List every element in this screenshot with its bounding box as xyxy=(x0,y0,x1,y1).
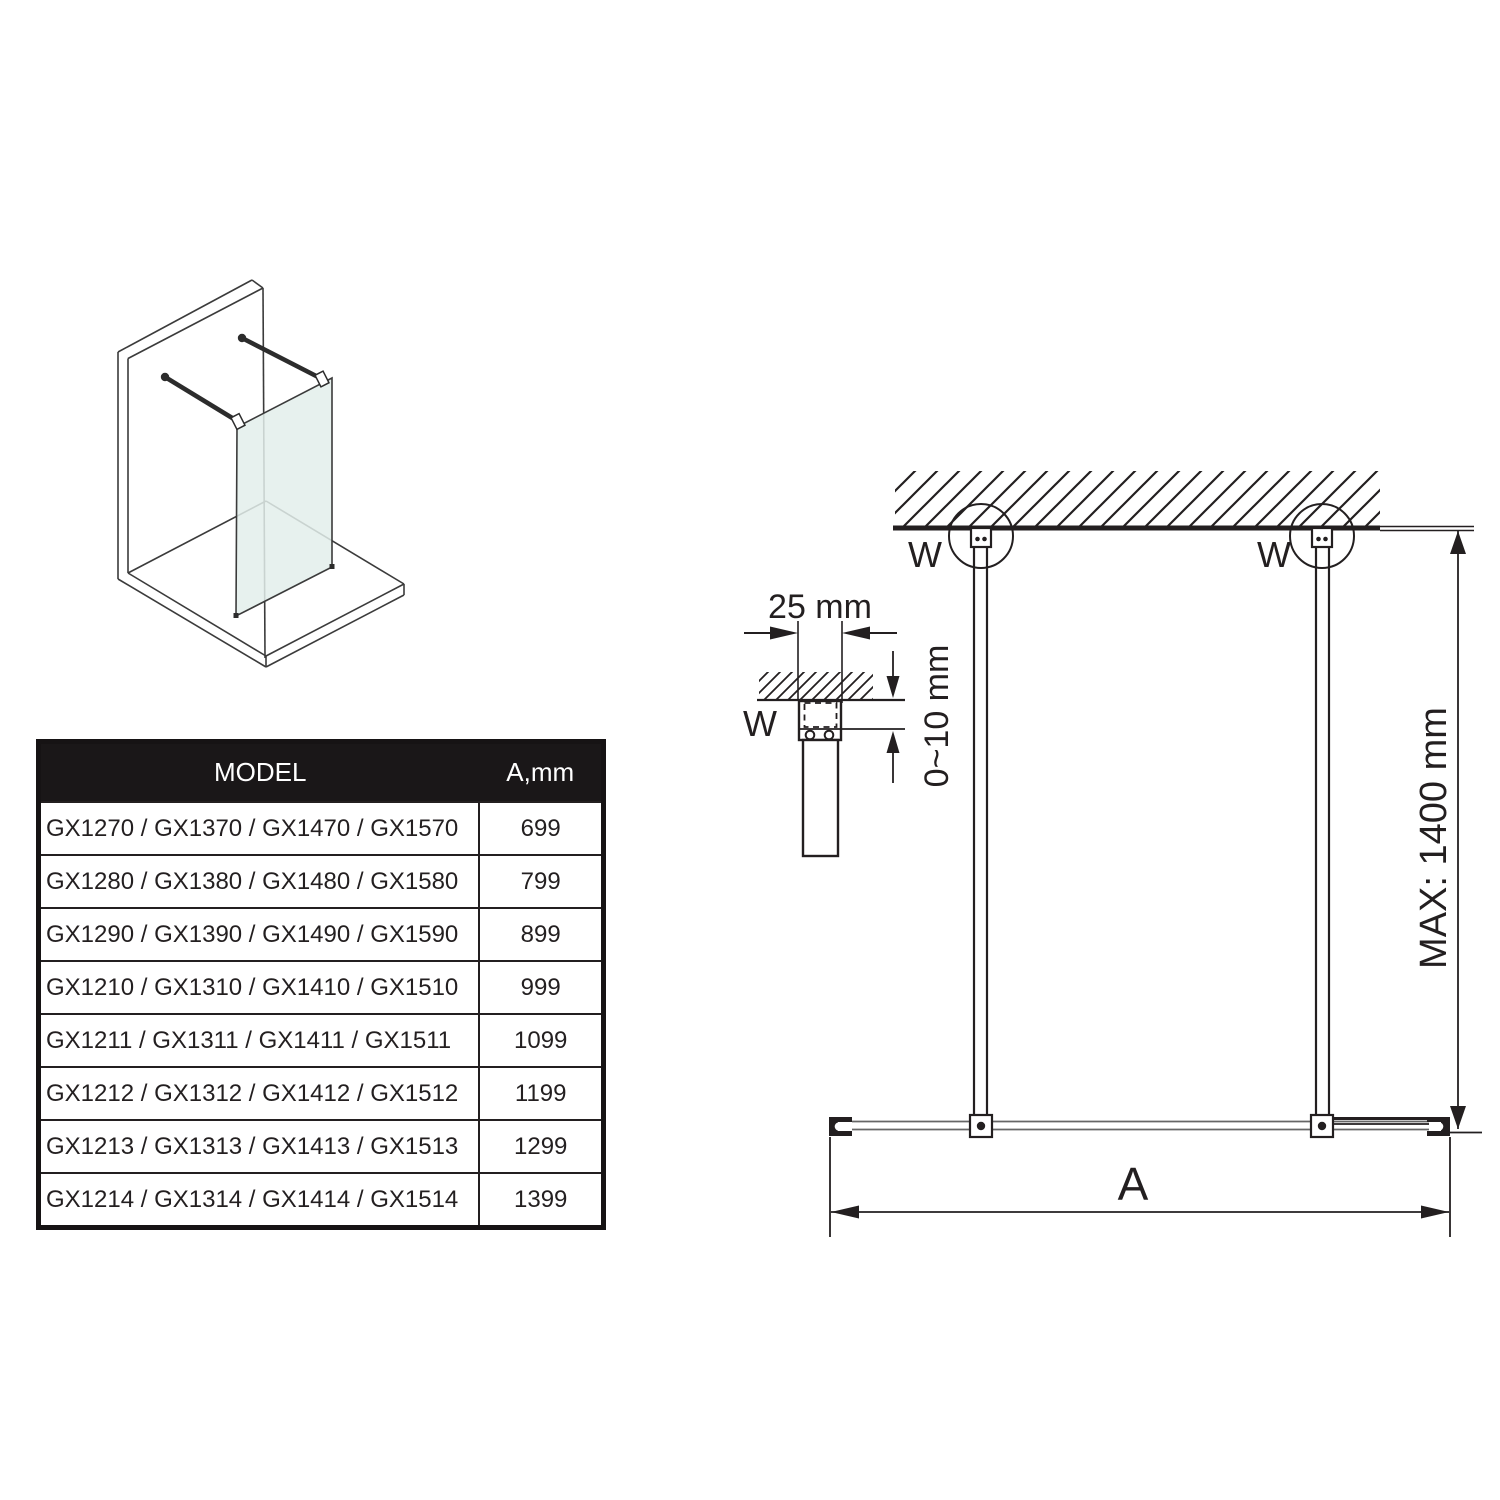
glass-width-label: A xyxy=(1117,1158,1149,1210)
wall-profile-left-arm-bottom xyxy=(829,1131,852,1136)
bracket-screw xyxy=(982,537,987,542)
arrowhead-up-icon xyxy=(887,731,900,753)
arrowhead-left-icon xyxy=(831,1206,859,1219)
wall-bracket-right-body xyxy=(1312,528,1332,547)
wall-bracket-left-body xyxy=(971,528,991,547)
glass-clamp-lower xyxy=(231,414,245,430)
column-header-model: MODEL xyxy=(39,742,480,803)
wall-hatch xyxy=(895,471,1380,526)
wall-marker-left-label: W xyxy=(908,534,942,575)
wall-marker-detail-label: W xyxy=(743,703,777,744)
wall-profile-left-hole xyxy=(835,1122,844,1131)
bracket-detail-view xyxy=(743,588,956,856)
dimension-cell: 899 xyxy=(479,908,603,961)
table-row xyxy=(39,802,604,855)
max-length-label: MAX: 1400 mm xyxy=(1413,707,1455,969)
arrowhead-up-icon xyxy=(1450,531,1466,554)
support-bar-lower xyxy=(165,377,238,422)
wall-profile-right-arm-top xyxy=(1427,1117,1450,1122)
wall-bracket-right xyxy=(1312,528,1332,547)
table-row xyxy=(39,961,604,1014)
table-row xyxy=(39,1014,604,1067)
wall-hatch-detail xyxy=(759,672,873,699)
dimension-max-length xyxy=(1413,531,1482,1133)
glass-foot-left xyxy=(234,613,239,618)
support-rod-detail xyxy=(803,740,838,856)
glass-panel-plan xyxy=(829,1115,1450,1137)
model-cell: GX1212 / GX1312 / GX1412 / GX1512 xyxy=(39,1067,480,1120)
model-cell: GX1213 / GX1313 / GX1413 / GX1513 xyxy=(39,1120,480,1173)
wall-line-extension xyxy=(1380,527,1474,531)
wall-profile-right-hole xyxy=(1435,1122,1444,1131)
arrowhead-down-icon xyxy=(1450,1106,1466,1129)
table-row xyxy=(39,1173,604,1228)
glass-edge-lines xyxy=(852,1122,1429,1130)
wall-profile-left-arm-top xyxy=(829,1117,852,1122)
dimension-cell: 699 xyxy=(479,802,603,855)
glass-clamp-left-screw xyxy=(977,1122,985,1130)
bracket-screw-hole xyxy=(825,731,834,740)
dimension-cell: 1399 xyxy=(479,1173,603,1228)
dimension-cell: 1299 xyxy=(479,1120,603,1173)
spec-table-container xyxy=(36,739,606,1230)
dimension-glass-width xyxy=(830,1137,1450,1237)
glass-clamp-upper xyxy=(315,371,329,387)
table-header-row xyxy=(39,742,604,803)
table-row xyxy=(39,1067,604,1120)
model-cell: GX1210 / GX1310 / GX1410 / GX1510 xyxy=(39,961,480,1014)
wall-marker-right-label: W xyxy=(1257,534,1291,575)
arrowhead-right-icon xyxy=(770,627,798,640)
wall-top-inner-edge xyxy=(128,288,263,359)
bracket-screw xyxy=(975,537,980,542)
wall-profile-left xyxy=(829,1117,852,1136)
dimension-cell: 1099 xyxy=(479,1014,603,1067)
dimension-cell: 799 xyxy=(479,855,603,908)
wall-top-outer-edge xyxy=(118,280,252,352)
model-cell: GX1270 / GX1370 / GX1470 / GX1570 xyxy=(39,802,480,855)
floor-front-right-bottom-edge xyxy=(266,595,404,667)
bracket-screw xyxy=(1316,537,1321,542)
dimension-cell: 1199 xyxy=(479,1067,603,1120)
spec-table xyxy=(36,739,606,1230)
isometric-view xyxy=(80,260,440,680)
model-cell: GX1280 / GX1380 / GX1480 / GX1580 xyxy=(39,855,480,908)
bracket-width-label: 25 mm xyxy=(768,588,872,626)
model-cell: GX1290 / GX1390 / GX1490 / GX1590 xyxy=(39,908,480,961)
table-row xyxy=(39,908,604,961)
model-cell: GX1214 / GX1314 / GX1414 / GX1514 xyxy=(39,1173,480,1228)
glass-clamp-left xyxy=(970,1115,992,1137)
glass-foot-right xyxy=(330,564,335,569)
model-cell: GX1211 / GX1311 / GX1411 / GX1511 xyxy=(39,1014,480,1067)
arrowhead-left-icon xyxy=(842,627,870,640)
support-bar-upper xyxy=(242,338,322,379)
dimension-cell: 999 xyxy=(479,961,603,1014)
support-rod-right xyxy=(1316,528,1329,1116)
wall-flange-upper xyxy=(238,334,246,342)
glass-clamp-right xyxy=(1311,1115,1333,1137)
plan-view xyxy=(720,420,1500,1250)
table-row xyxy=(39,1120,604,1173)
glass-panel xyxy=(236,378,332,616)
arrowhead-down-icon xyxy=(887,676,900,698)
wall-top-corner-edge xyxy=(252,280,263,288)
column-header-dimension: A,mm xyxy=(479,742,603,803)
adjustable-gap-label: 0~10 mm xyxy=(918,644,956,788)
support-rod-left xyxy=(974,528,987,1116)
table-row xyxy=(39,855,604,908)
glass-clamp-right-screw xyxy=(1318,1122,1326,1130)
bracket-screw-hole xyxy=(806,731,815,740)
arrowhead-right-icon xyxy=(1421,1206,1449,1219)
floor-front-right-top-edge xyxy=(266,584,404,656)
wall-bracket-left xyxy=(971,528,991,547)
bracket-screw xyxy=(1323,537,1328,542)
wall-flange-lower xyxy=(161,373,169,381)
